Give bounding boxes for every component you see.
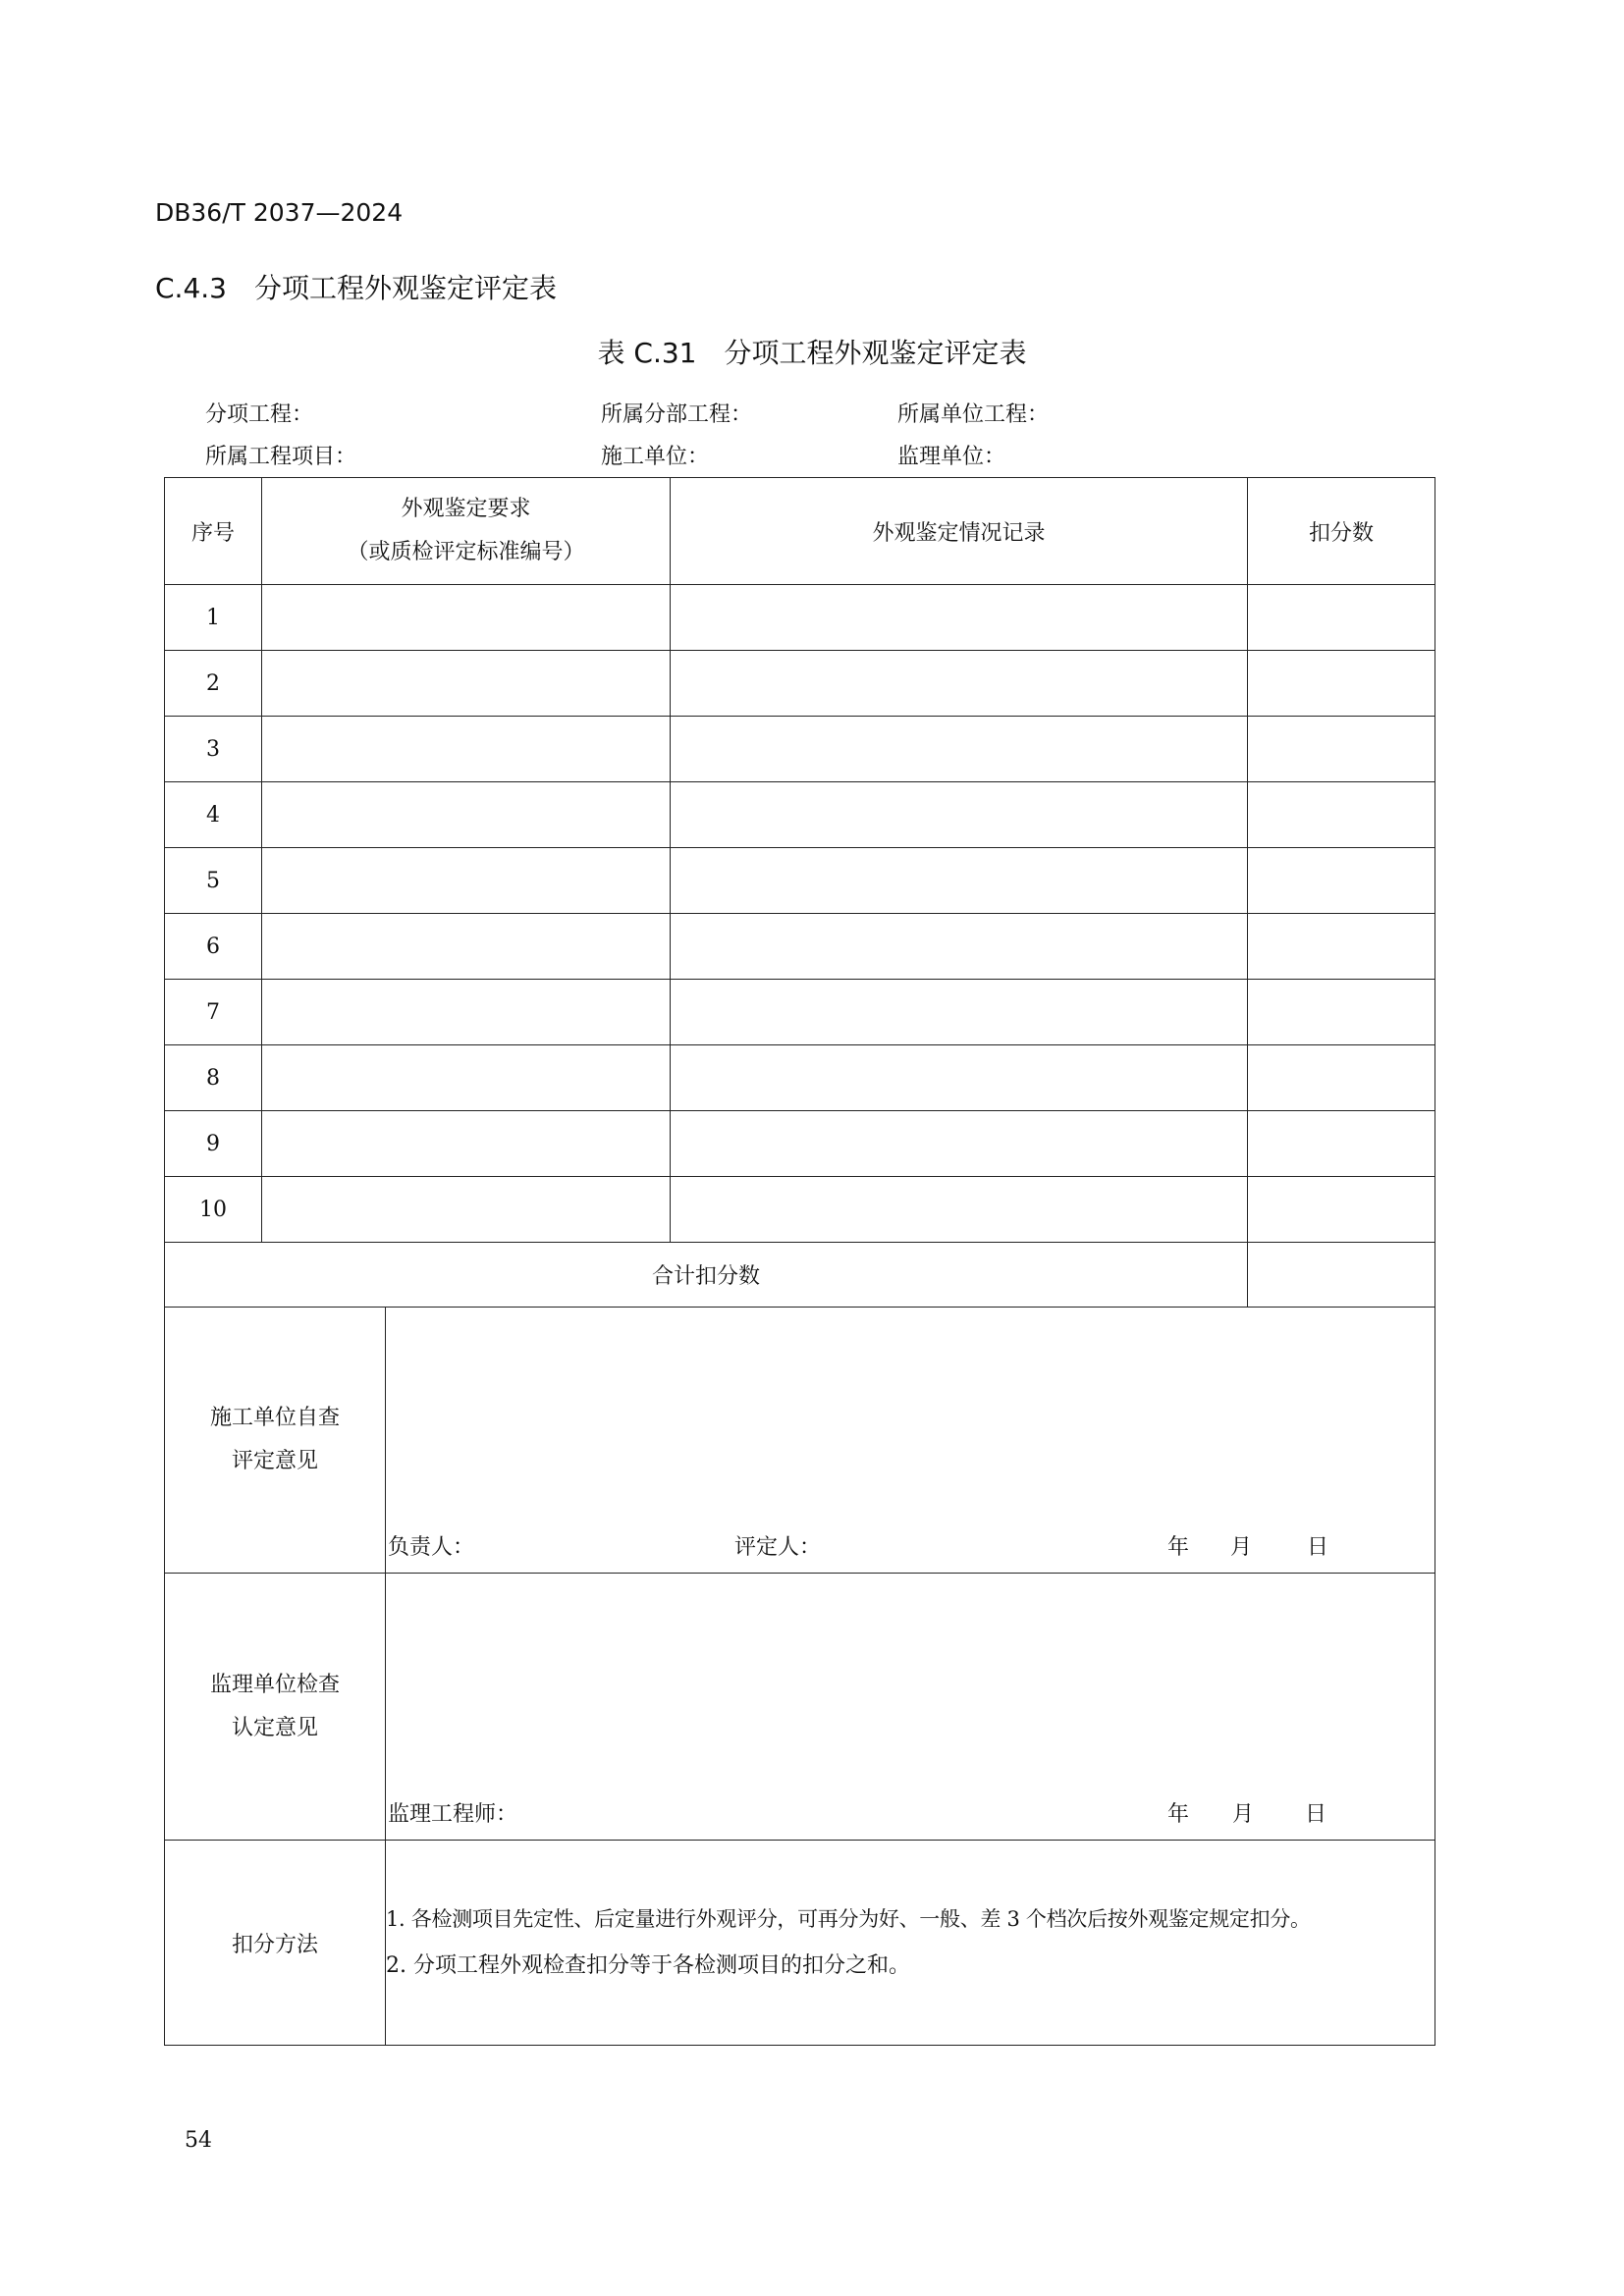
deduct-cell[interactable] — [1248, 1045, 1435, 1111]
table-row — [165, 914, 1435, 980]
method-line-1: 1. 各检测项目先定性、后定量进行外观评分，可再分为好、一般、差 3 个档次后按外观鉴定规定扣分。 — [386, 1907, 1311, 1931]
method-line-2: 2. 分项工程外观检查扣分等于各检测项目的扣分之和。 — [386, 1953, 910, 1978]
table-row — [165, 717, 1435, 782]
table-caption: 表 C.31 分项工程外观鉴定评定表 — [597, 337, 1027, 369]
info-contractor: 施工单位： — [601, 445, 710, 469]
deduct-cell[interactable] — [1248, 980, 1435, 1045]
record-cell[interactable] — [671, 585, 1248, 651]
record-cell[interactable] — [671, 1111, 1248, 1177]
info-unit: 所属单位工程： — [897, 402, 1050, 427]
year-label: 年 — [1167, 1535, 1190, 1560]
deduct-cell[interactable] — [1248, 914, 1435, 980]
supervision-row — [165, 1574, 1435, 1841]
deduct-cell[interactable] — [1248, 1177, 1435, 1243]
table-row — [165, 1045, 1435, 1111]
header-seq: 序号 — [165, 478, 262, 585]
requirement-cell[interactable] — [262, 914, 671, 980]
supervision-label-line2: 认定意见 — [231, 1715, 318, 1740]
total-label: 合计扣分数 — [165, 1243, 1248, 1308]
table-row — [165, 1111, 1435, 1177]
deduct-cell[interactable] — [1248, 651, 1435, 717]
section-title: C.4.3 分项工程外观鉴定评定表 — [155, 272, 557, 304]
self-check-opinion-cell[interactable] — [386, 1308, 1435, 1574]
supervision-label-line1: 监理单位检查 — [209, 1672, 340, 1697]
record-cell[interactable] — [671, 848, 1248, 914]
responsible-label: 负责人： — [388, 1535, 475, 1560]
row-seq: 3 — [165, 717, 262, 782]
day-label: 日 — [1305, 1802, 1327, 1827]
deduct-cell[interactable] — [1248, 585, 1435, 651]
row-seq: 6 — [165, 914, 262, 980]
appearance-evaluation-table — [164, 477, 1435, 2046]
requirement-cell[interactable] — [262, 848, 671, 914]
record-cell[interactable] — [671, 651, 1248, 717]
header-req-line1: 外观鉴定要求 — [401, 497, 531, 521]
assessor-label: 评定人： — [734, 1535, 822, 1560]
row-seq: 5 — [165, 848, 262, 914]
method-text — [386, 1841, 1435, 2046]
self-check-label-line2: 评定意见 — [231, 1449, 318, 1473]
requirement-cell[interactable] — [262, 980, 671, 1045]
deduct-cell[interactable] — [1248, 1111, 1435, 1177]
record-cell[interactable] — [671, 980, 1248, 1045]
row-seq: 1 — [165, 585, 262, 651]
header-req-line2: （或质检评定标准编号） — [347, 540, 585, 564]
record-cell[interactable] — [671, 1177, 1248, 1243]
method-row — [165, 1841, 1435, 2046]
row-seq: 9 — [165, 1111, 262, 1177]
self-check-row — [165, 1308, 1435, 1574]
row-seq: 2 — [165, 651, 262, 717]
row-seq: 8 — [165, 1045, 262, 1111]
document-code: DB36/T 2037—2024 — [155, 198, 404, 227]
requirement-cell[interactable] — [262, 1111, 671, 1177]
table-row — [165, 980, 1435, 1045]
supervision-label — [165, 1574, 386, 1841]
table-row — [165, 848, 1435, 914]
table-row — [165, 1177, 1435, 1243]
month-label: 月 — [1232, 1802, 1255, 1827]
row-seq: 4 — [165, 782, 262, 848]
header-requirement — [262, 478, 671, 585]
self-check-label-line1: 施工单位自查 — [209, 1406, 340, 1430]
deduct-cell[interactable] — [1248, 717, 1435, 782]
header-record: 外观鉴定情况记录 — [671, 478, 1248, 585]
supervision-opinion-cell[interactable] — [386, 1574, 1435, 1841]
info-division: 所属分部工程： — [601, 402, 753, 427]
record-cell[interactable] — [671, 782, 1248, 848]
deduct-cell[interactable] — [1248, 848, 1435, 914]
table-row — [165, 585, 1435, 651]
header-deduct: 扣分数 — [1248, 478, 1435, 585]
row-seq: 7 — [165, 980, 262, 1045]
page-number: 54 — [185, 2128, 212, 2153]
record-cell[interactable] — [671, 717, 1248, 782]
table-row — [165, 782, 1435, 848]
requirement-cell[interactable] — [262, 782, 671, 848]
row-seq: 10 — [165, 1177, 262, 1243]
day-label: 日 — [1307, 1535, 1329, 1560]
total-value-cell[interactable] — [1248, 1243, 1435, 1308]
table-row — [165, 651, 1435, 717]
requirement-cell[interactable] — [262, 651, 671, 717]
month-label: 月 — [1230, 1535, 1253, 1560]
requirement-cell[interactable] — [262, 585, 671, 651]
method-label: 扣分方法 — [165, 1841, 386, 2046]
requirement-cell[interactable] — [262, 717, 671, 782]
info-supervisor: 监理单位： — [897, 445, 1006, 469]
year-label: 年 — [1167, 1802, 1190, 1827]
info-project: 所属工程项目： — [205, 445, 357, 469]
engineer-label: 监理工程师： — [388, 1802, 518, 1827]
requirement-cell[interactable] — [262, 1045, 671, 1111]
info-sub-item: 分项工程： — [205, 402, 314, 427]
total-row — [165, 1243, 1435, 1308]
self-check-label — [165, 1308, 386, 1574]
deduct-cell[interactable] — [1248, 782, 1435, 848]
record-cell[interactable] — [671, 914, 1248, 980]
record-cell[interactable] — [671, 1045, 1248, 1111]
requirement-cell[interactable] — [262, 1177, 671, 1243]
table-header-row — [165, 478, 1435, 585]
